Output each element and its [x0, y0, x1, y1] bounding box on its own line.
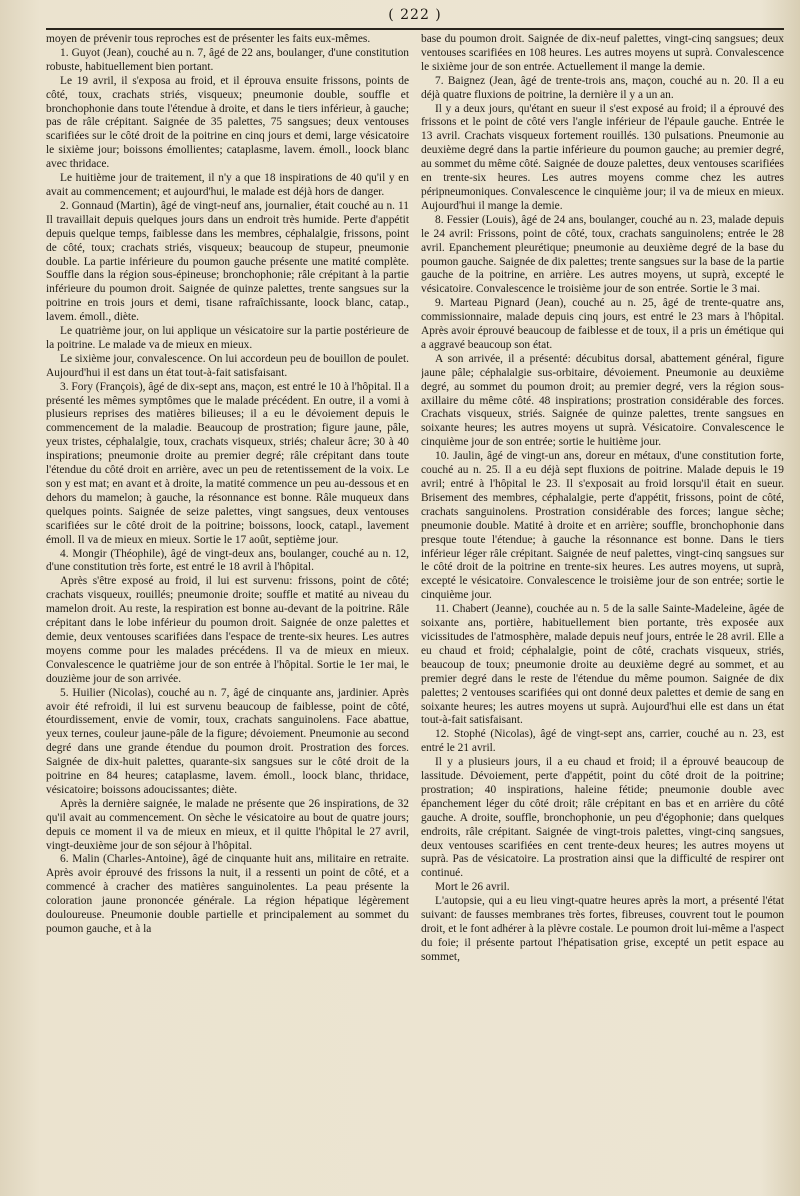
paragraph: L'autopsie, qui a eu lieu vingt-quatre heures après la mort, a présenté l'état suivant: de fausses membranes très fortes, fibreuses, couvrent tout le poumon droit, et le font adhérer à la plèvre costale. Le poumon droit lui-même a l'aspect du foie; il présente partout l'hépatisation grise, excepté un petit espace au sommet, [421, 895, 784, 963]
paragraph: 10. Jaulin, âgé de vingt-un ans, doreur en métaux, d'une constitution forte, couché au n. 25. Il a eu déjà sept fluxions de poitrine. Malade depuis le 19 avril; entré à l'hôpital le 23. Il s'exposait au froid lorsqu'il était en sueur. Brisement des membres, céphalalgie, perte d'appétit, frissons, point de côté, crachats sanguinolens. Prostration considérable des forces; langue sèche; pneumonie double. Matité à droite et en arrière; souffle, bronchophonie dans presque toute l'étendue; à gauche la résonnance est bonne. Dans le tiers inférieur léger râle crépitant. Saignée de neuf palettes, vingt-cinq sangsues sur le côté droit de la poitrine en trente-six heures. Les autres moyens, ut suprà, excepté le vésicatoire. Convalescence le troisième jour de son entrée; sortie le cinquième jour. [421, 450, 784, 602]
page-number: ( 222 ) [388, 7, 442, 23]
paragraph: base du poumon droit. Saignée de dix-neuf palettes, vingt-cinq sangsues; deux ventouses scarifiées en 108 heures. Les autres moyens ut suprà. Convalescence le sixième jour de son entrée. Actuellement il mange la demie. [421, 33, 784, 73]
paragraph: 6. Malin (Charles-Antoine), âgé de cinquante huit ans, militaire en retraite. Après avoir éprouvé des frissons la nuit, il a ressenti un point de côté, et a commencé à cracher des matières sanguinolentes. La peau présente la coloration jaune prononcée générale. La région hépatique légèrement douloureuse. Pneumonie double partielle et principalement au sommet du poumon gauche, et à la [46, 853, 409, 935]
paragraph: Il y a plusieurs jours, il a eu chaud et froid; il a éprouvé beaucoup de lassitude. Dévoiement, perte d'appétit, point du côté droit de la poitrine; prostration; 40 inspirations, haleine fétide; pneumonie double avec épanchement léger du côté droit; râle crépitant en bas et en arrière du côté gauche. A droite, souffle, bronchophonie, un peu d'égophonie; dans quelques endroits, râle crépitant. Saignée de vingt-trois palettes, vingt-cinq sangsues, deux ventouses scarifiées en cent trente-deux heures; les autres moyens ut suprà. Pas de vésicatoire. La prostration ainsi que la difficulté de respirer ont continué. [421, 756, 784, 880]
paragraph: 7. Baignez (Jean, âgé de trente-trois ans, maçon, couché au n. 20. Il a eu déjà quatre fluxions de poitrine, la dernière il y a un an. [421, 74, 784, 101]
left-column [46, 33, 409, 1188]
paragraph: 8. Fessier (Louis), âgé de 24 ans, boulanger, couché au n. 23, malade depuis le 24 avril: Frissons, point de côté, toux, crachats sanguinolens; entrée le 28 avril. Epanchement pleurétique; pneumonie au deuxième degré de la base du poumon gauche. Saignée de dix palettes; trente sangsues sur la base de la partie gauche de la poitrine, en arrière. Les autres moyens, ut suprà, excepté le vésicatoire. Convalescence le troisième jour de son entrée. Sortie le 3 mai. [421, 213, 784, 296]
text-columns [46, 33, 784, 1188]
paragraph: A son arrivée, il a présenté: décubitus dorsal, abattement général, figure jaune pâle; céphalalgie sus-orbitaire, dévoiement. Pneumonie au deuxième degré, au sommet du poumon droit; au premier degré, vers la région sous-axillaire du même côté. 48 inspirations; prostration considérable des forces. Crachats visqueux, striés. Saignée de quinze palettes, trente sangsues en soixante heures; les autres moyens ut suprà. Vésicatoire. Convalescence le cinquième jour de son entrée; sortie le huitième jour. [421, 352, 784, 449]
paragraph: 12. Stophé (Nicolas), âgé de vingt-sept ans, carrier, couché au n. 23, est entré le 21 avril. [421, 728, 784, 755]
paragraph: Le 19 avril, il s'exposa au froid, et il éprouva ensuite frissons, points de côté, toux, crachats striés, visqueux; pneumonie double, souffle et bronchophonie dans toute l'étendue à droite, et dans le tiers inférieur, à gauche; pas de râle crépitant. Saignée de 35 palettes, 75 sangsues; deux ventouses scarifiées sur le côté droit de la poitrine en cinq jours et demi, large vésicatoire le sixième jour; boissons émollientes; cataplasme, lavem. émoll., loock blanc avec thridace. [46, 74, 409, 171]
paragraph: Mort le 26 avril. [435, 881, 510, 894]
paragraph: 1. Guyot (Jean), couché au n. 7, âgé de 22 ans, boulanger, d'une constitution robuste, habituellement bien portant. [46, 46, 409, 73]
paragraph: Le sixième jour, convalescence. On lui accordeun peu de bouillon de poulet. Aujourd'hui il est dans un état tout-à-fait satisfaisant. [46, 352, 409, 379]
paragraph: moyen de prévenir tous reproches est de présenter les faits eux-mêmes. [46, 33, 371, 45]
right-column [421, 33, 784, 1188]
paragraph: Le quatrième jour, on lui applique un vésicatoire sur la partie postérieure de la poitrine. Le malade va de mieux en mieux. [46, 325, 409, 351]
paragraph: Après s'être exposé au froid, il lui est survenu: frissons, point de côté; crachats visqueux, rouillés; pneumonie droite; souffle et matité au niveau du mamelon droit. Au reste, la respiration est bonne au-devant de la poitrine. Râle crépitant dans le lobe inférieur du poumon droit. Saignée de onze palettes et demie, deux ventouses scarifiées dans l'espace de trente-six heures. Les autres moyens comme pour les malades précédens. Il va de mieux en mieux. Convalescence le quatrième jour de son entrée à l'hôpital. Sortie le 1er mai, le douzième jour de son arrivée. [46, 575, 409, 685]
paragraph: Après la dernière saignée, le malade ne présente que 26 inspirations, de 32 qu'il avait au commencement. On sèche le vésicatoire au bout de quatre jours; depuis ce moment il va de mieux en mieux, et il quitte l'hôpital le 27 avril, vingt-deuxième jour de son séjour à l'hôpital. [46, 797, 409, 852]
paragraph: 5. Huilier (Nicolas), couché au n. 7, âgé de cinquante ans, jardinier. Après avoir été refroidi, il lui est survenu beaucoup de faiblesse, point de côté, étourdissement, envie de vomir, toux, crachats sanguinolens. Face abattue, yeux ternes, couleur jaune-pâle de la figure; dévoiement. Pneumonie au second degré dans une grande étendue du poumon droit. Prostration des forces. Saignée de dix-huit palettes, quarante-six sangsues sur le côté droit de la poitrine en 84 heures; cataplasme, lavem. émoll., loock blanc, thridace, vésicatoire; boissons adoucissantes; diète. [46, 686, 409, 796]
paragraph: 3. Fory (François), âgé de dix-sept ans, maçon, est entré le 10 à l'hôpital. Il a présenté les mêmes symptômes que le malade précédent. En outre, il a vomi à plusieurs reprises des matières bilieuses; il a eu le dévoiement depuis le commencement de la maladie. Beaucoup de prostration; figure jaune, pâle, yeux tristes, céphalalgie, toux, crachats visqueux, striés; chaleur âcre; 30 à 40 inspirations; pneumonie droite au premier degré; râle crépitant dans toute l'étendue du côté droit en arrière, avec un peu de retentissement de la voix. Le son y est mat; en avant et à droite, la matité commence un peu au-dessous et en dehors du mamelon; à gauche, la résonnance est bonne. Râle muqueux dans quelques points. Saignée de seize palettes, vingt sangsues, deux ventouses scarifiées sur le côté droit de la poitrine; boissons, loock, catapl., lavement émoll. Il va de mieux en mieux. Sortie le 17 août, septième jour. [46, 380, 409, 546]
paragraph: 4. Mongir (Théophile), âgé de vingt-deux ans, boulanger, couché au n. 12, d'une constitution très forte, est entré le 18 avril à l'hôpital. [46, 547, 409, 574]
paragraph: 9. Marteau Pignard (Jean), couché au n. 25, âgé de trente-quatre ans, commissionnaire, malade depuis cinq jours, est entré le 23 mars à l'hôpital. Après avoir éprouvé beaucoup de faiblesse et de toux, il a pris un émétique qui a aggravé beaucoup son état. [421, 297, 784, 351]
paragraph: 11. Chabert (Jeanne), couchée au n. 5 de la salle Sainte-Madeleine, âgée de soixante ans, portière, habituellement bien portante, très exposée aux vicissitudes de l'atmosphère, malade depuis neuf jours, entrée le 28 avril. Elle a eu chaud et froid; céphalalgie, point de côté, crachats visqueux, striés, beaucoup de toux; pneumonie droite au deuxième degré au sommet, et au premier degré dans le reste de l'étendue du même poumon. Saignée de dix palettes; 2 ventouses scarifiées qui ont donné deux palettes et demie de sang en soixante heures; les autres moyens ut suprà. Aujourd'hui elle est dans un état tout-à-fait satisfaisant. [421, 603, 784, 727]
paragraph: Il y a deux jours, qu'étant en sueur il s'est exposé au froid; il a éprouvé des frissons et le point de côté vers l'angle inférieur de l'épaule gauche. Entrée le 13 avril. Crachats visqueux fortement rouillés. 130 pulsations. Pneumonie au deuxième degré dans la partie inférieure du poumon gauche; au premier degré, au sommet du même côté. Saignée de douze palettes, deux ventouses scarifiées en trente-six heures. Les autres moyens comme chez les autres péripneumoniques. Convalescence le cinquième jour; il va de mieux en mieux. Aujourd'hui il mange la demie. [421, 102, 784, 212]
paragraph: 2. Gonnaud (Martin), âgé de vingt-neuf ans, journalier, était couché au n. 11 Il travaillait depuis quelques jours dans un endroit très humide. Perte d'appétit depuis quelque temps, faiblesse dans les membres, céphalalgie, frissons, point de côté, toux; crachats striés, visqueux; beaucoup de stupeur, pneumonie double. La partie inférieure du poumon gauche présente une matité complète. Souffle dans la région sous-épineuse; bronchophonie; râle crépitant à la partie inférieure du poumon droit. Saignée de quinze palettes, trente sangsues sur la poitrine en trois jours et demi, tisane rafraîchissante, loock blanc, catap., lavem. émoll., diète. [46, 199, 409, 324]
paragraph: Le huitième jour de traitement, il n'y a que 18 inspirations de 40 qu'il y en avait au commencement; et aujourd'hui, le malade est déjà hors de danger. [46, 172, 409, 198]
header-rule [46, 28, 784, 30]
